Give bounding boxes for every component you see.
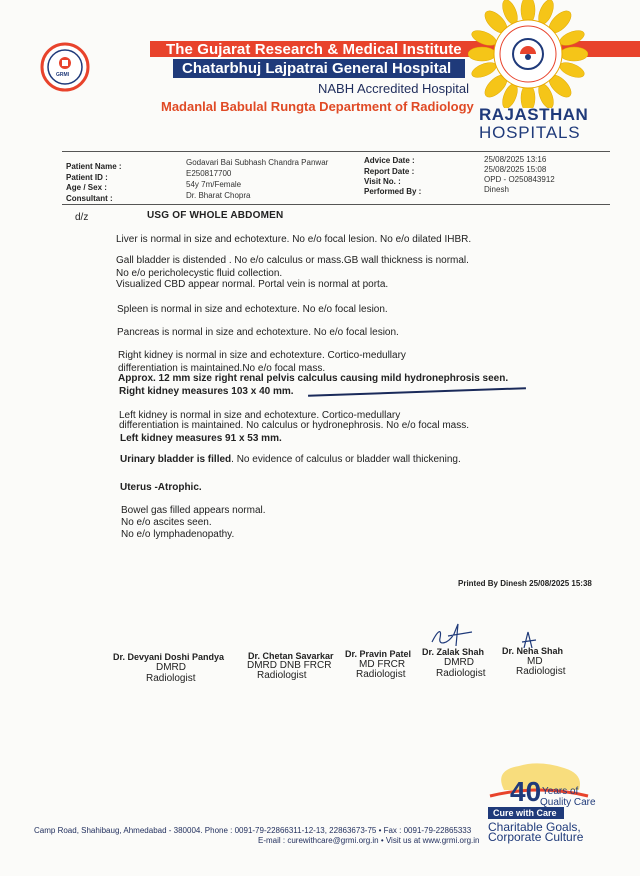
finding-lymph: No e/o lymphadenopathy. bbox=[121, 529, 235, 540]
quality-care: Quality Care bbox=[540, 797, 596, 808]
doctor-3-role: Radiologist bbox=[356, 669, 406, 680]
finding-rk-calculus: Approx. 12 mm size right renal pelvis calculus causing mild hydronephrosis seen. bbox=[118, 373, 509, 384]
doctor-2-qual: DMRD DNB FRCR bbox=[247, 660, 332, 671]
signature-zalak-shah bbox=[428, 620, 478, 650]
finding-lk-2: differentiation is maintained. No calculus or hydronephrosis. No e/o focal mass. bbox=[119, 420, 469, 431]
doctor-2-name: Dr. Chetan Savarkar bbox=[248, 651, 334, 661]
label-consultant: Consultant : bbox=[66, 194, 113, 203]
forty-number: 40 bbox=[510, 776, 542, 807]
doctor-5-role: Radiologist bbox=[516, 666, 566, 677]
doctor-4-qual: DMRD bbox=[444, 657, 474, 668]
accreditation: NABH Accredited Hospital bbox=[318, 81, 470, 96]
rajasthan-sunflower-logo bbox=[468, 0, 588, 108]
label-visit-no: Visit No. : bbox=[364, 177, 401, 186]
finding-bowel: Bowel gas filled appears normal. bbox=[121, 505, 266, 516]
label-performed-by: Performed By : bbox=[364, 187, 422, 196]
footer-address: Camp Road, Shahibaug, Ahmedabad - 380004. Phone : 0091-79-22866311-12-13, 22863673-75 • Fax : 0091-79-22865333 bbox=[34, 826, 472, 835]
logo-text: GRMI bbox=[56, 72, 70, 78]
label-age-sex: Age / Sex : bbox=[66, 183, 107, 192]
finding-rk-2: differentiation is maintained.No e/o focal mass. bbox=[118, 363, 326, 374]
finding-liver: Liver is normal in size and echotexture. No e/o focal lesion. No e/o dilated IHBR. bbox=[116, 234, 472, 245]
report-title: USG OF WHOLE ABDOMEN bbox=[147, 210, 284, 221]
footer-contact: E-mail : curewithcare@grmi.org.in • Visit us at www.grmi.org.in bbox=[258, 836, 480, 845]
finding-lk-size: Left kidney measures 91 x 53 mm. bbox=[120, 433, 282, 444]
doctor-1-role: Radiologist bbox=[146, 673, 196, 684]
patient-age-sex: 54y 7m/Female bbox=[186, 180, 242, 189]
finding-gb-1: Gall bladder is distended . No e/o calculus or mass.GB wall thickness is normal. bbox=[116, 255, 469, 266]
slogan-line-1: Charitable Goals, bbox=[488, 820, 581, 834]
label-advice-date: Advice Date : bbox=[364, 156, 415, 165]
doctor-5-qual: MD bbox=[527, 656, 543, 667]
brand-hospitals: HOSPITALS bbox=[479, 123, 581, 142]
report-code: d/z bbox=[75, 212, 89, 223]
bladder-rest: . No evidence of calculus or bladder wall thickening. bbox=[231, 454, 461, 465]
finding-gb-3: Visualized CBD appear normal. Portal vein is normal at porta. bbox=[116, 279, 389, 290]
bladder-bold: Urinary bladder is filled bbox=[120, 454, 232, 465]
pen-underline bbox=[308, 387, 526, 397]
doctor-3-qual: MD FRCR bbox=[359, 659, 406, 670]
report-date: 25/08/2025 15:08 bbox=[484, 165, 547, 174]
label-report-date: Report Date : bbox=[364, 167, 415, 176]
doctor-5-name: Dr. Neha Shah bbox=[502, 646, 564, 656]
finding-bladder bbox=[120, 454, 461, 465]
department-name: Madanlal Babulal Rungta Department of Radiology bbox=[161, 99, 474, 114]
finding-spleen: Spleen is normal in size and echotexture. No e/o focal lesion. bbox=[117, 304, 388, 315]
grmi-logo bbox=[40, 42, 90, 92]
doctor-3-name: Dr. Pravin Patel bbox=[345, 649, 412, 659]
years-of: Years of bbox=[542, 786, 579, 797]
hospital-name: Chatarbhuj Lajpatrai General Hospital bbox=[182, 60, 452, 77]
doctor-1-name: Dr. Devyani Doshi Pandya bbox=[113, 652, 225, 662]
slogan-line-2: Corporate Culture bbox=[488, 830, 584, 844]
label-patient-id: Patient ID : bbox=[66, 173, 108, 182]
finding-lk-1: Left kidney is normal in size and echotexture. Cortico-medullary bbox=[119, 410, 401, 421]
visit-no: OPD - O250843912 bbox=[484, 175, 555, 184]
label-patient-name: Patient Name : bbox=[66, 162, 122, 171]
patient-id: E250817700 bbox=[186, 169, 232, 178]
doctor-4-role: Radiologist bbox=[436, 668, 486, 679]
patient-consultant: Dr. Bharat Chopra bbox=[186, 191, 251, 200]
advice-date: 25/08/2025 13:16 bbox=[484, 155, 547, 164]
brand-rajasthan: RAJASTHAN bbox=[479, 105, 589, 124]
doctor-4-name: Dr. Zalak Shah bbox=[422, 647, 485, 657]
doctor-2-role: Radiologist bbox=[257, 670, 307, 681]
institute-name: The Gujarat Research & Medical Institute bbox=[166, 41, 462, 58]
finding-pancreas: Pancreas is normal in size and echotexture. No e/o focal lesion. bbox=[117, 327, 399, 338]
tagline: Cure with Care bbox=[493, 808, 557, 818]
finding-uterus: Uterus -Atrophic. bbox=[120, 482, 202, 493]
finding-rk-1: Right kidney is normal in size and echotexture. Cortico-medullary bbox=[118, 350, 406, 361]
finding-ascites: No e/o ascites seen. bbox=[121, 517, 212, 528]
performed-by: Dinesh bbox=[484, 185, 509, 194]
finding-gb-2: No e/o pericholecystic fluid collection. bbox=[116, 268, 283, 279]
doctor-1-qual: DMRD bbox=[156, 662, 186, 673]
printed-by: Printed By Dinesh 25/08/2025 15:38 bbox=[458, 579, 592, 588]
patient-name: Godavari Bai Subhash Chandra Panwar bbox=[186, 158, 329, 167]
finding-rk-size: Right kidney measures 103 x 40 mm. bbox=[119, 386, 294, 397]
